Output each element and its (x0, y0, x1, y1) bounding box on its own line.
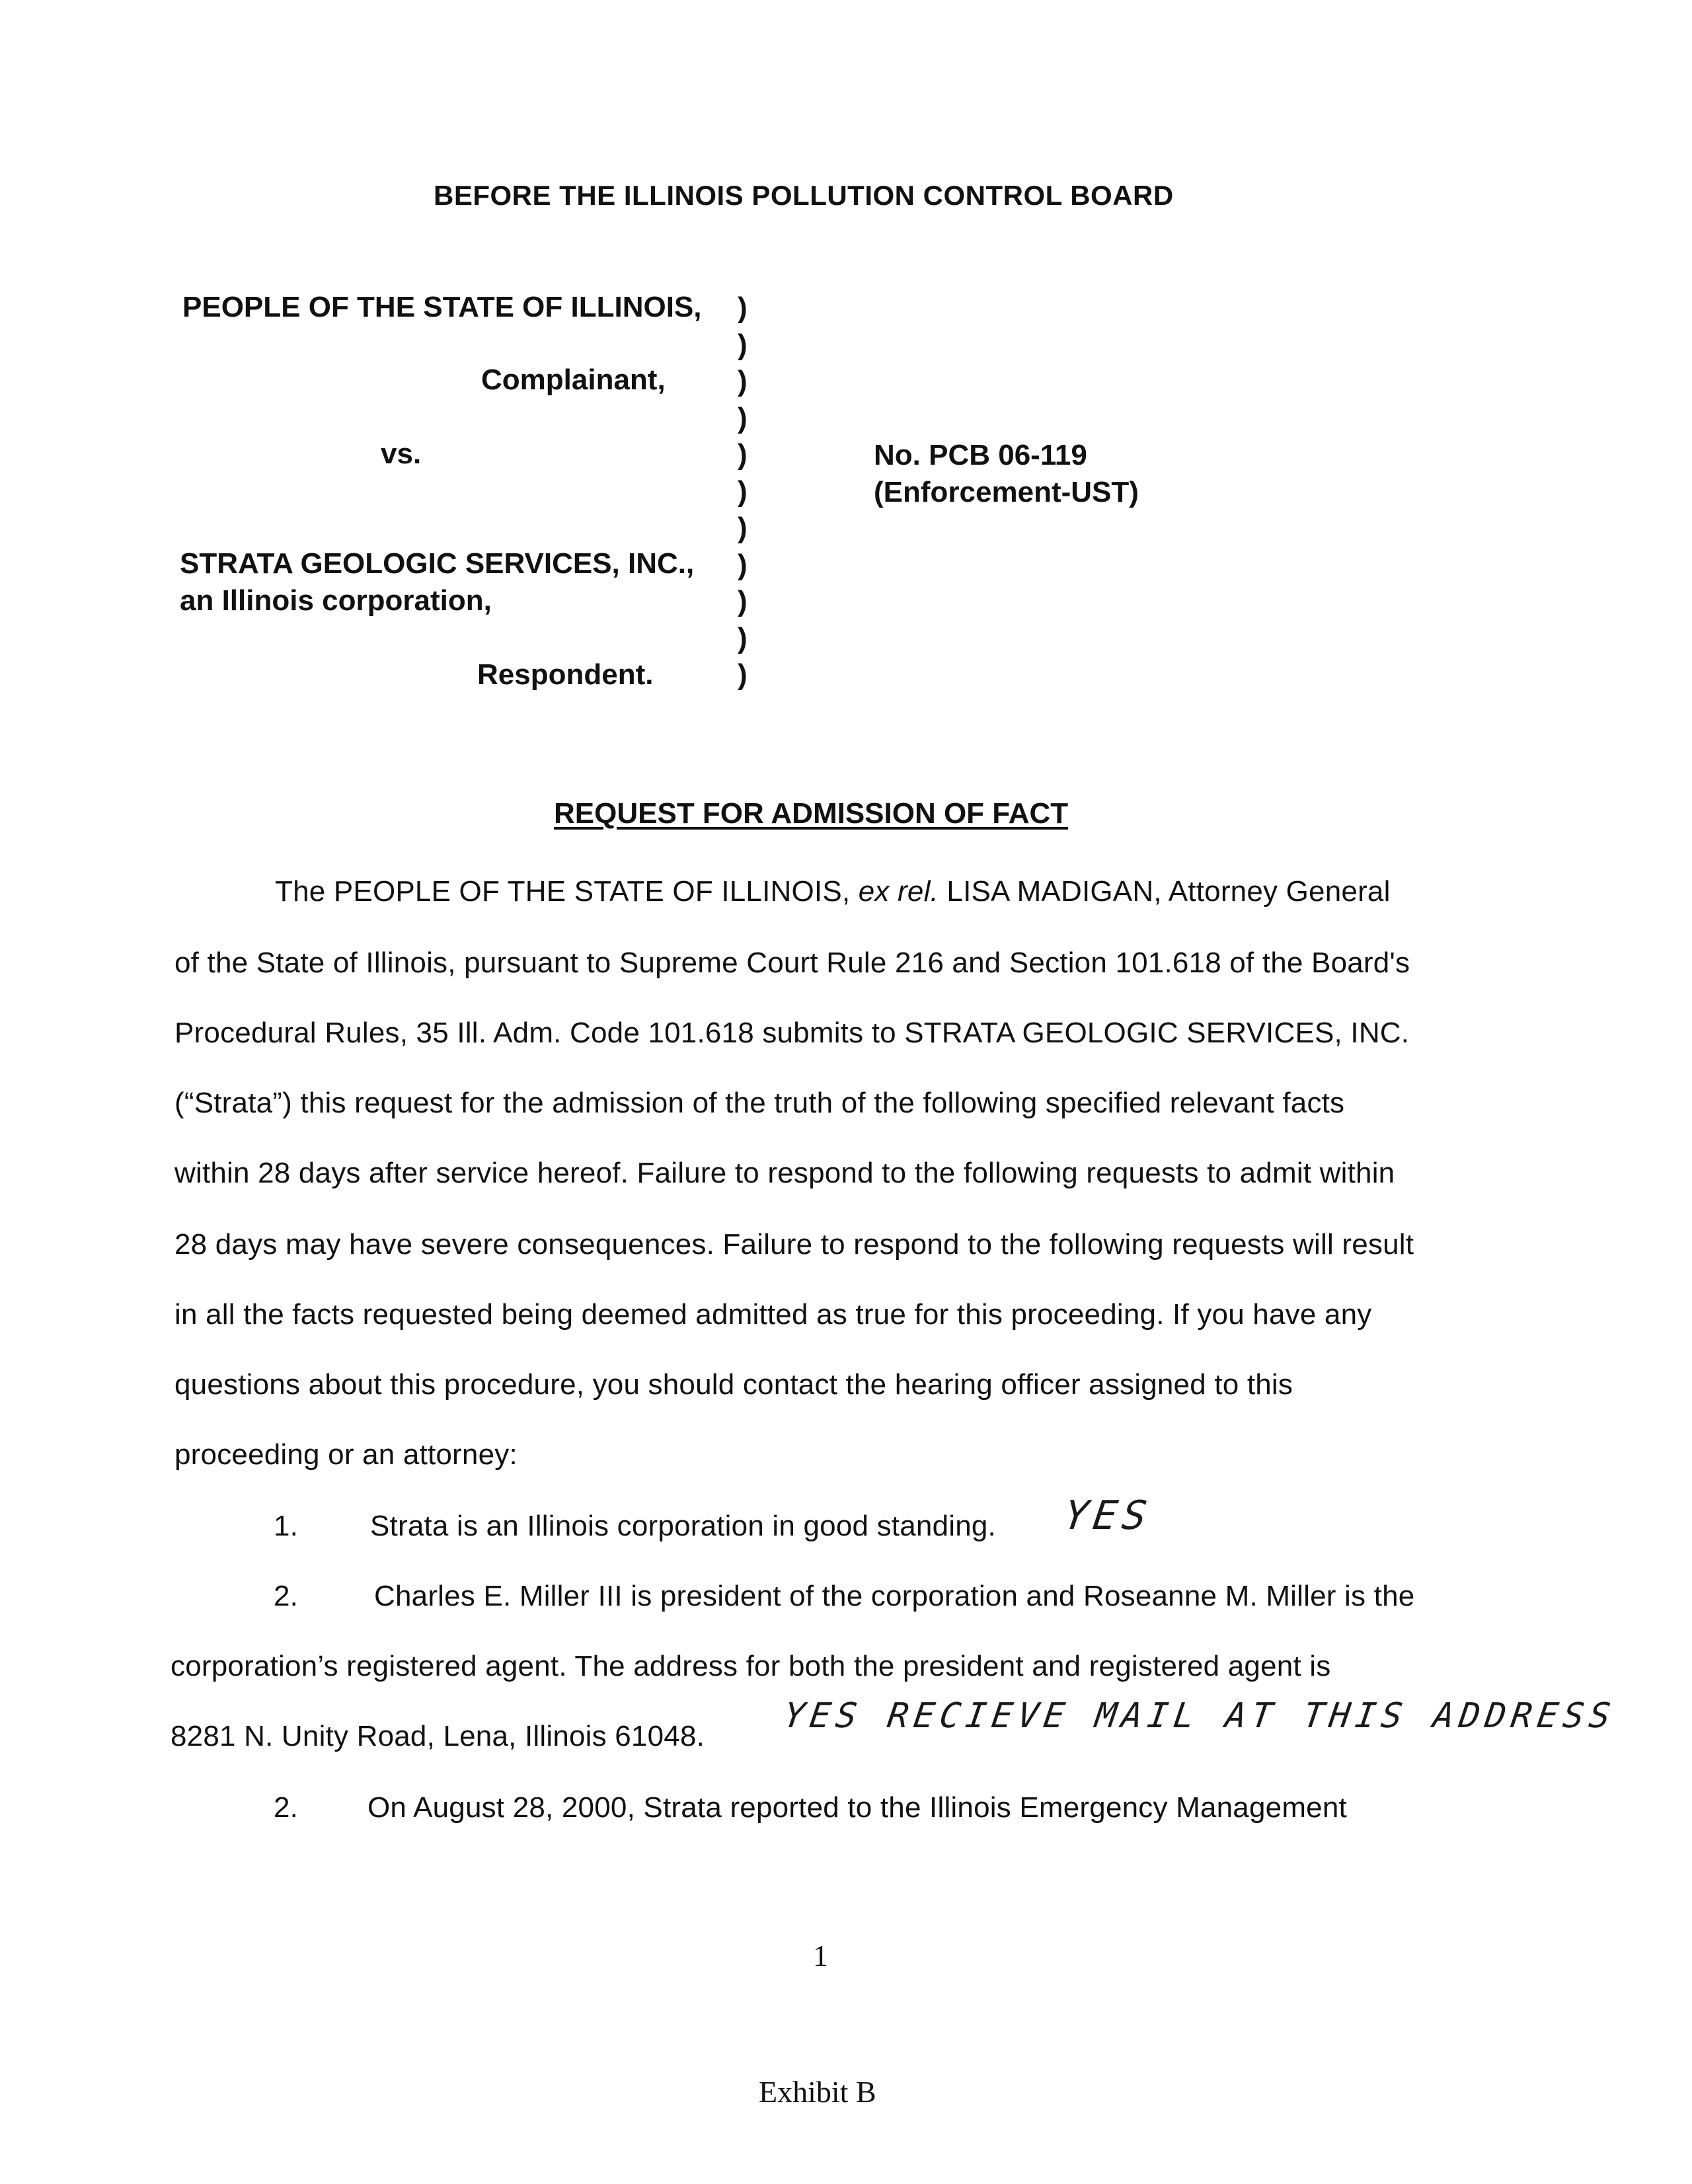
item-2-number: 2. (274, 1580, 299, 1612)
caption-defendant-line2: an Illinois corporation, (180, 584, 492, 617)
intro-line-7: in all the facts requested being deemed admitted as true for this proceeding. If you have any (174, 1298, 1372, 1331)
caption-paren: ) (738, 548, 748, 581)
handwritten-answer-2: YES RECIEVE MAIL AT THIS ADDRESS (781, 1696, 1619, 1736)
caption-defendant-role: Respondent. (477, 658, 654, 691)
caption-paren: ) (738, 292, 748, 324)
item-2-continuation-2: 8281 N. Unity Road, Lena, Illinois 61048. (171, 1720, 705, 1752)
item-1-text: Strata is an Illinois corporation in good standing. (370, 1510, 996, 1542)
caption-paren: ) (738, 621, 748, 654)
page-number: 1 (813, 1939, 828, 1972)
caption-versus: vs. (381, 438, 422, 470)
caption-paren: ) (738, 438, 748, 471)
intro-line-9: proceeding or an attorney: (174, 1438, 518, 1471)
caption-paren: ) (738, 365, 748, 397)
caption-paren: ) (738, 585, 748, 617)
caption-defendant-line1: STRATA GEOLOGIC SERVICES, INC., (180, 547, 695, 580)
court-header: BEFORE THE ILLINOIS POLLUTION CONTROL BOARD (434, 180, 1174, 211)
intro-line-1-italic: ex rel. (858, 875, 939, 908)
intro-line-8: questions about this procedure, you should contact the hearing officer assigned to this (174, 1368, 1293, 1401)
case-number: No. PCB 06-119 (874, 439, 1087, 471)
caption-paren: ) (738, 475, 748, 508)
handwritten-answer-1: YES (1061, 1493, 1155, 1539)
intro-line-1 (275, 875, 1391, 908)
caption-plaintiff: PEOPLE OF THE STATE OF ILLINOIS, (182, 291, 702, 323)
case-type: (Enforcement-UST) (874, 476, 1139, 508)
item-2-continuation-1: corporation’s registered agent. The address for both the president and registered agent is (171, 1650, 1331, 1682)
intro-line-3: Procedural Rules, 35 Ill. Adm. Code 101.618 submits to STRATA GEOLOGIC SERVICES, INC. (174, 1017, 1410, 1049)
item-3-text: On August 28, 2000, Strata reported to the Illinois Emergency Management (367, 1791, 1347, 1824)
intro-line-1-a: The PEOPLE OF THE STATE OF ILLINOIS, (275, 875, 859, 908)
intro-line-2: of the State of Illinois, pursuant to Supreme Court Rule 216 and Section 101.618 of the Board's (174, 947, 1410, 979)
caption-paren: ) (738, 658, 748, 691)
document-title: REQUEST FOR ADMISSION OF FACT (554, 797, 1069, 830)
intro-line-4: (“Strata”) this request for the admission of the truth of the following specified relevant facts (174, 1087, 1345, 1119)
caption-paren: ) (738, 512, 748, 544)
caption-paren-column (738, 290, 757, 693)
intro-line-5: within 28 days after service hereof. Failure to respond to the following requests to admit within (174, 1157, 1395, 1189)
caption-paren: ) (738, 401, 748, 434)
intro-line-1-b: LISA MADIGAN, Attorney General (938, 875, 1391, 908)
intro-line-6: 28 days may have severe consequences. Failure to respond to the following requests will result (174, 1228, 1414, 1261)
item-2-text: Charles E. Miller III is president of the corporation and Roseanne M. Miller is the (374, 1580, 1415, 1612)
item-3-number: 2. (274, 1791, 299, 1824)
caption-plaintiff-role: Complainant, (481, 364, 666, 396)
item-1-number: 1. (274, 1510, 299, 1542)
caption-paren: ) (738, 328, 748, 361)
exhibit-label: Exhibit B (759, 2075, 876, 2109)
